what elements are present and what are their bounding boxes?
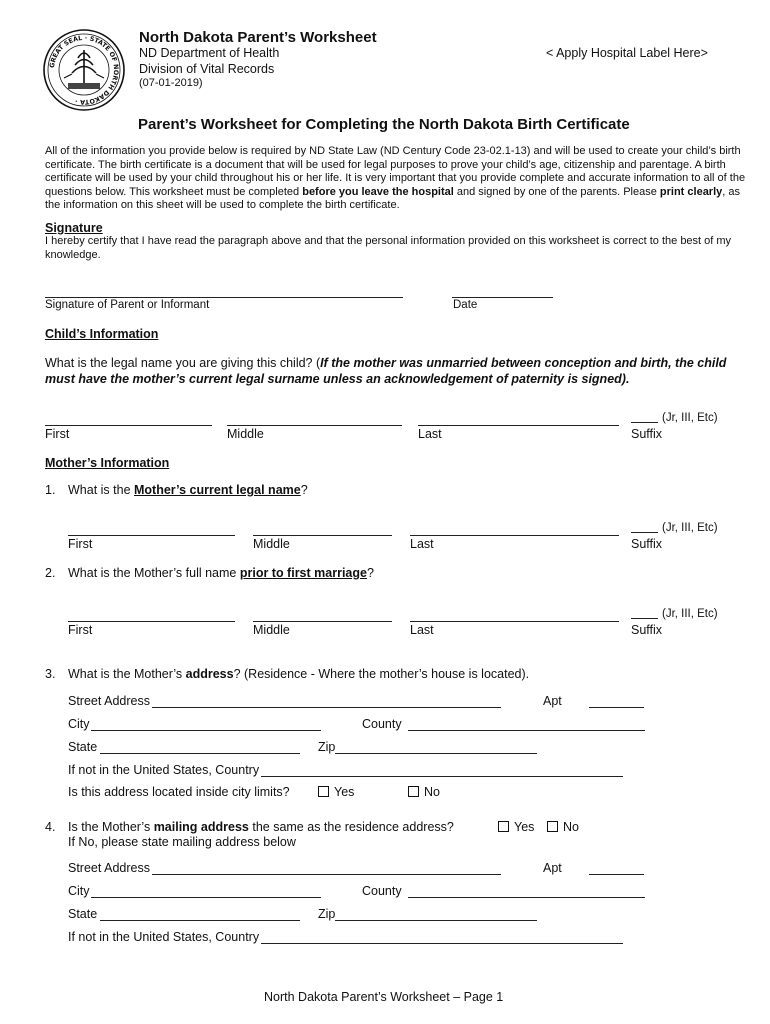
first-label: First <box>45 427 70 441</box>
checkbox[interactable] <box>408 786 419 797</box>
state-label: State <box>68 907 98 921</box>
child-first-name-field[interactable] <box>45 425 212 426</box>
suffix-label: Suffix <box>631 537 663 551</box>
mailing-city-field[interactable] <box>91 897 321 898</box>
question-emphasis: If the mother was unmarried between conception and birth, the child must have the mother’s current legal surname unless an acknowledgement of paternity is signed). <box>45 356 727 386</box>
signature-label: Signature of Parent or Informant <box>45 299 210 311</box>
date-label: Date <box>453 299 478 311</box>
mailing-county-field[interactable] <box>408 897 645 898</box>
city-limits-yes-option[interactable] <box>318 785 354 799</box>
form-date: (07-01-2019) <box>139 77 203 89</box>
question-emphasis: mailing address <box>153 820 249 834</box>
maiden-last-name-field[interactable] <box>410 621 619 622</box>
intro-text: All of the information you provide below is required by ND State Law (ND Century Code 23-02.1-13) and will be used to create your child’s birth certificate. The birth certificate is a document that will be used for legal purposes to prove your child’s age, citizenship and parentage. A birth certificate will be used by your child throughout his or her life. It is very important that you provide complete and accurate information to all of the questions below. This worksheet must be completed <box>45 145 746 198</box>
last-label: Last <box>410 623 434 637</box>
department-name: ND Department of Health <box>139 46 280 60</box>
svg-text:GREAT SEAL · STATE OF NORTH DA: GREAT SEAL · STATE OF NORTH DAKOTA · <box>48 33 121 107</box>
question-text: the same as the residence address? <box>248 820 454 834</box>
city-limits-no-option[interactable] <box>408 785 440 799</box>
question-text: What is the Mother’s full name <box>68 566 240 580</box>
middle-label: Middle <box>253 537 290 551</box>
suffix-hint: (Jr, III, Etc) <box>662 522 718 534</box>
residence-country-field[interactable] <box>261 776 623 777</box>
intro-emphasis: before you leave the hospital <box>302 185 454 198</box>
intro-text: and signed by one of the parents. Please <box>453 185 660 198</box>
intro-emphasis: print clearly <box>659 185 723 198</box>
page-footer: North Dakota Parent’s Worksheet – Page 1 <box>264 990 504 1004</box>
child-middle-name-field[interactable] <box>227 425 402 426</box>
first-label: First <box>68 623 93 637</box>
question-text: ? (Residence - Where the mother’s house is located). <box>233 667 530 681</box>
intro-text: , as the information on this sheet will be used to complete the birth certificate. <box>45 185 740 212</box>
country-label: If not in the United States, Country <box>68 930 260 944</box>
street-address-label: Street Address <box>68 861 150 875</box>
question-text: Is the Mother’s <box>68 820 154 834</box>
great-seal-logo <box>42 28 126 112</box>
mother-maiden-name-question <box>68 566 374 580</box>
mother-legal-name-question <box>68 483 308 497</box>
mother-middle-name-field[interactable] <box>253 535 392 536</box>
mailing-same-no-option[interactable] <box>547 820 579 834</box>
question-number: 2. <box>45 566 56 580</box>
country-label: If not in the United States, Country <box>68 763 260 777</box>
question-number: 1. <box>45 483 56 497</box>
city-label: City <box>68 717 90 731</box>
document-title: Parent’s Worksheet for Completing the North Dakota Birth Certificate <box>138 116 630 133</box>
mailing-state-field[interactable] <box>100 920 300 921</box>
mother-first-name-field[interactable] <box>68 535 235 536</box>
mother-address-question <box>68 667 529 681</box>
street-address-label: Street Address <box>68 694 150 708</box>
residence-street-field[interactable] <box>152 707 501 708</box>
child-info-heading: Child’s Information <box>45 327 159 341</box>
checkbox[interactable] <box>547 821 558 832</box>
apt-label: Apt <box>543 861 562 875</box>
county-label: County <box>362 884 402 898</box>
yes-label: Yes <box>334 785 355 799</box>
middle-label: Middle <box>227 427 264 441</box>
suffix-label: Suffix <box>631 427 663 441</box>
mailing-address-instruction: If No, please state mailing address below <box>68 835 296 849</box>
yes-label: Yes <box>514 820 535 834</box>
question-emphasis: Mother’s current legal name <box>134 483 301 497</box>
question-number: 4. <box>45 820 56 834</box>
question-text: What is the Mother’s <box>68 667 186 681</box>
county-label: County <box>362 717 402 731</box>
state-label: State <box>68 740 98 754</box>
question-emphasis: address <box>185 667 234 681</box>
child-suffix-field[interactable] <box>631 422 658 423</box>
no-label: No <box>563 820 579 834</box>
form-title: North Dakota Parent’s Worksheet <box>139 29 377 46</box>
question-text: What is the <box>68 483 134 497</box>
mailing-address-question <box>68 820 454 834</box>
child-name-question <box>45 356 735 387</box>
question-emphasis: prior to first marriage <box>239 566 367 580</box>
hospital-label-area: < Apply Hospital Label Here> <box>546 46 708 60</box>
residence-state-field[interactable] <box>100 753 300 754</box>
checkbox[interactable] <box>498 821 509 832</box>
residence-city-field[interactable] <box>91 730 321 731</box>
last-label: Last <box>418 427 442 441</box>
suffix-hint: (Jr, III, Etc) <box>662 608 718 620</box>
suffix-hint: (Jr, III, Etc) <box>662 412 718 424</box>
residence-county-field[interactable] <box>408 730 645 731</box>
intro-paragraph <box>45 145 750 213</box>
mailing-country-field[interactable] <box>261 943 623 944</box>
mother-last-name-field[interactable] <box>410 535 619 536</box>
no-label: No <box>424 785 440 799</box>
last-label: Last <box>410 537 434 551</box>
question-number: 3. <box>45 667 56 681</box>
zip-label: Zip <box>318 740 336 754</box>
residence-apt-field[interactable] <box>589 707 644 708</box>
mailing-street-field[interactable] <box>152 874 501 875</box>
signature-date-line[interactable] <box>452 297 553 298</box>
question-text: ? <box>366 566 374 580</box>
child-last-name-field[interactable] <box>418 425 619 426</box>
maiden-middle-name-field[interactable] <box>253 621 392 622</box>
suffix-label: Suffix <box>631 623 663 637</box>
signature-line[interactable] <box>45 297 403 298</box>
middle-label: Middle <box>253 623 290 637</box>
question-text: What is the legal name you are giving this child? ( <box>45 356 321 370</box>
checkbox[interactable] <box>318 786 329 797</box>
first-label: First <box>68 537 93 551</box>
maiden-suffix-field[interactable] <box>631 618 658 619</box>
certification-text: I hereby certify that I have read the paragraph above and that the personal information provided on this worksheet is correct to the best of my knowledge. <box>45 235 732 261</box>
mailing-apt-field[interactable] <box>589 874 644 875</box>
mailing-zip-field[interactable] <box>335 920 537 921</box>
zip-label: Zip <box>318 907 336 921</box>
mailing-same-yes-option[interactable] <box>498 820 534 834</box>
maiden-first-name-field[interactable] <box>68 621 235 622</box>
city-limits-question: Is this address located inside city limits? <box>68 785 290 799</box>
apt-label: Apt <box>543 694 562 708</box>
mother-info-heading: Mother’s Information <box>45 456 170 470</box>
question-text: ? <box>300 483 308 497</box>
residence-zip-field[interactable] <box>335 753 537 754</box>
mother-suffix-field[interactable] <box>631 532 658 533</box>
signature-heading: Signature <box>45 221 103 235</box>
city-label: City <box>68 884 90 898</box>
division-name: Division of Vital Records <box>139 62 275 76</box>
